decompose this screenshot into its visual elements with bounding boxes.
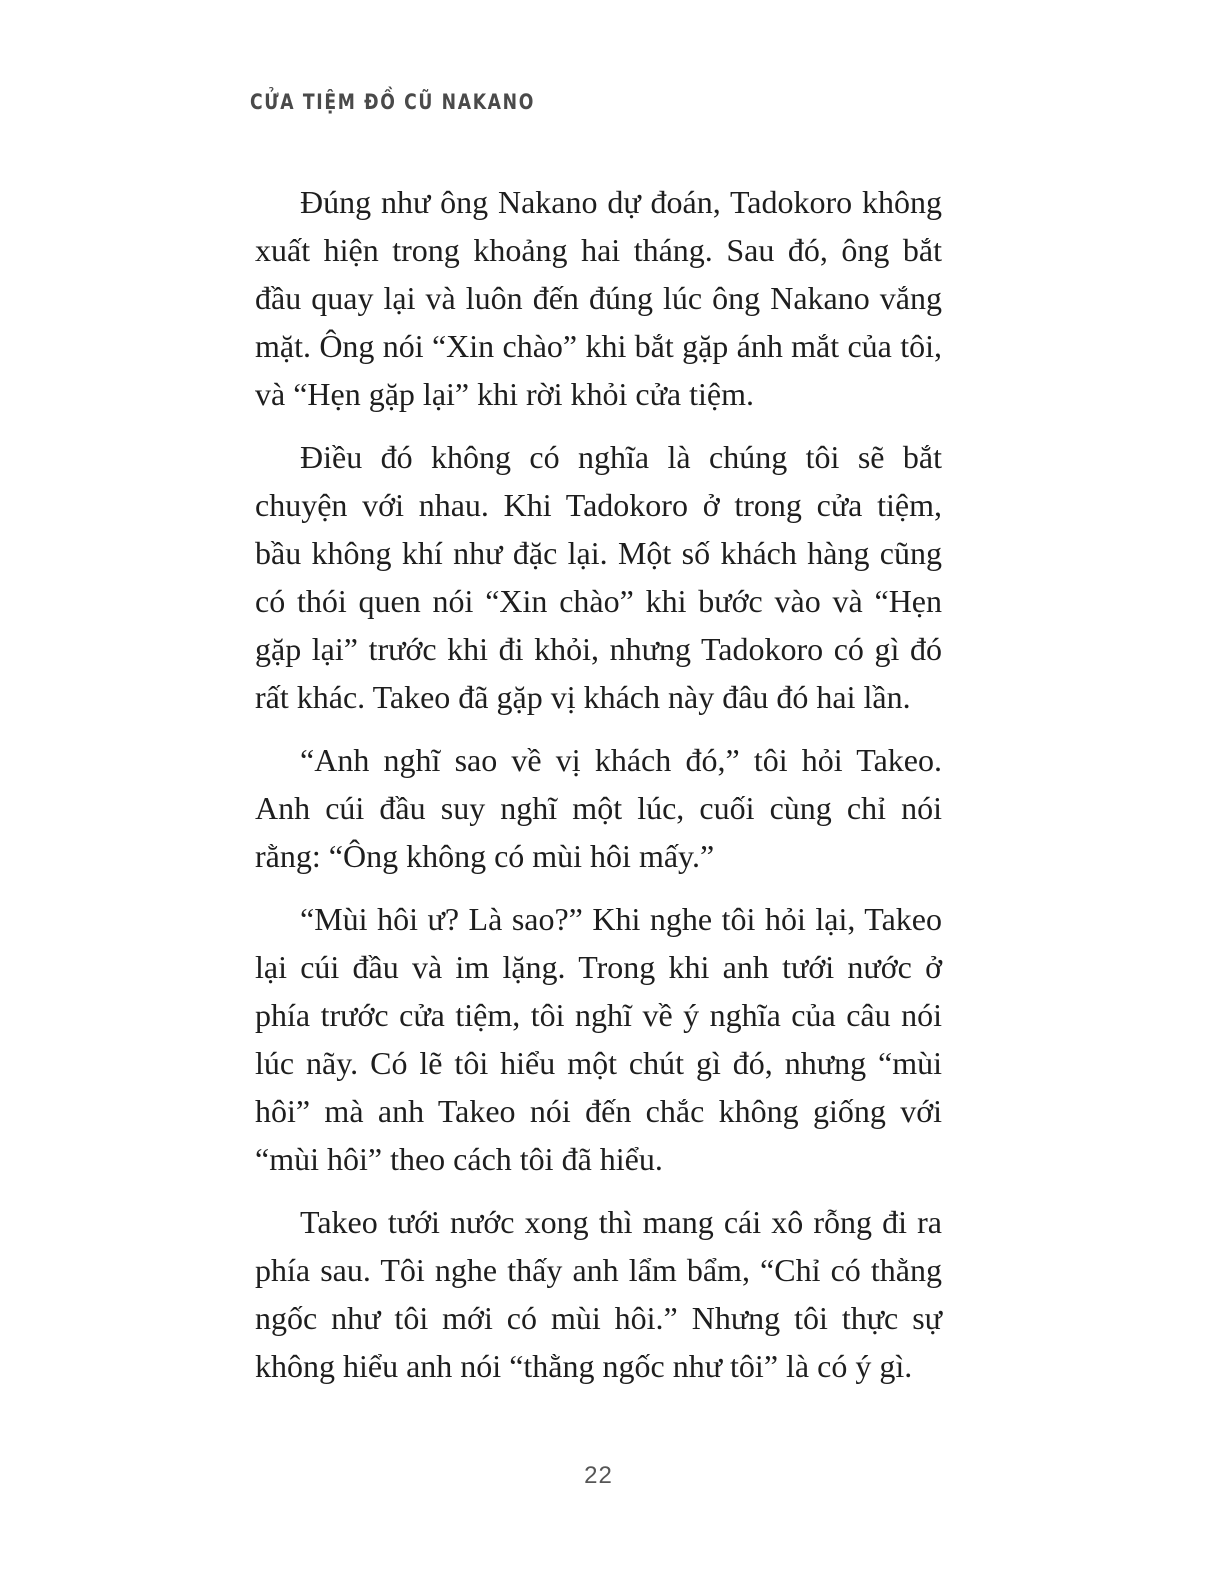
- page-number: 22: [584, 1462, 613, 1489]
- paragraph: Đúng như ông Nakano dự đoán, Tadokoro không xuất hiện trong khoảng hai tháng. Sau đó, ông bắt đầu quay lại và luôn đến đúng lúc ông Nakano vắng mặt. Ông nói “Xin chào” khi bắt gặp ánh mắt của tôi, và “Hẹn gặp lại” khi rời khỏi cửa tiệm.: [255, 184, 942, 412]
- paragraph: “Anh nghĩ sao về vị khách đó,” tôi hỏi Takeo. Anh cúi đầu suy nghĩ một lúc, cuối cùng chỉ nói rằng: “Ông không có mùi hôi mấy.”: [255, 742, 942, 874]
- paragraph: Takeo tưới nước xong thì mang cái xô rỗng đi ra phía sau. Tôi nghe thấy anh lẩm bẩm, “Chỉ có thằng ngốc như tôi mới có mùi hôi.” Nhưng tôi thực sự không hiểu anh nói “thằng ngốc như tôi” là có ý gì.: [255, 1204, 942, 1384]
- running-header: CỬA TIỆM ĐỒ CŨ NAKANO: [250, 90, 535, 114]
- paragraph: “Mùi hôi ư? Là sao?” Khi nghe tôi hỏi lại, Takeo lại cúi đầu và im lặng. Trong khi anh tưới nước ở phía trước cửa tiệm, tôi nghĩ về ý nghĩa của câu nói lúc nãy. Có lẽ tôi hiểu một chút gì đó, nhưng “mùi hôi” mà anh Takeo nói đến chắc không giống với “mùi hôi” theo cách tôi đã hiểu.: [255, 901, 942, 1177]
- body-text: [255, 178, 942, 1405]
- paragraph: Điều đó không có nghĩa là chúng tôi sẽ bắt chuyện với nhau. Khi Tadokoro ở trong cửa tiệm, bầu không khí như đặc lại. Một số khách hàng cũng có thói quen nói “Xin chào” khi bước vào và “Hẹn gặp lại” trước khi đi khỏi, nhưng Tadokoro có gì đó rất khác. Takeo đã gặp vị khách này đâu đó hai lần.: [255, 439, 942, 715]
